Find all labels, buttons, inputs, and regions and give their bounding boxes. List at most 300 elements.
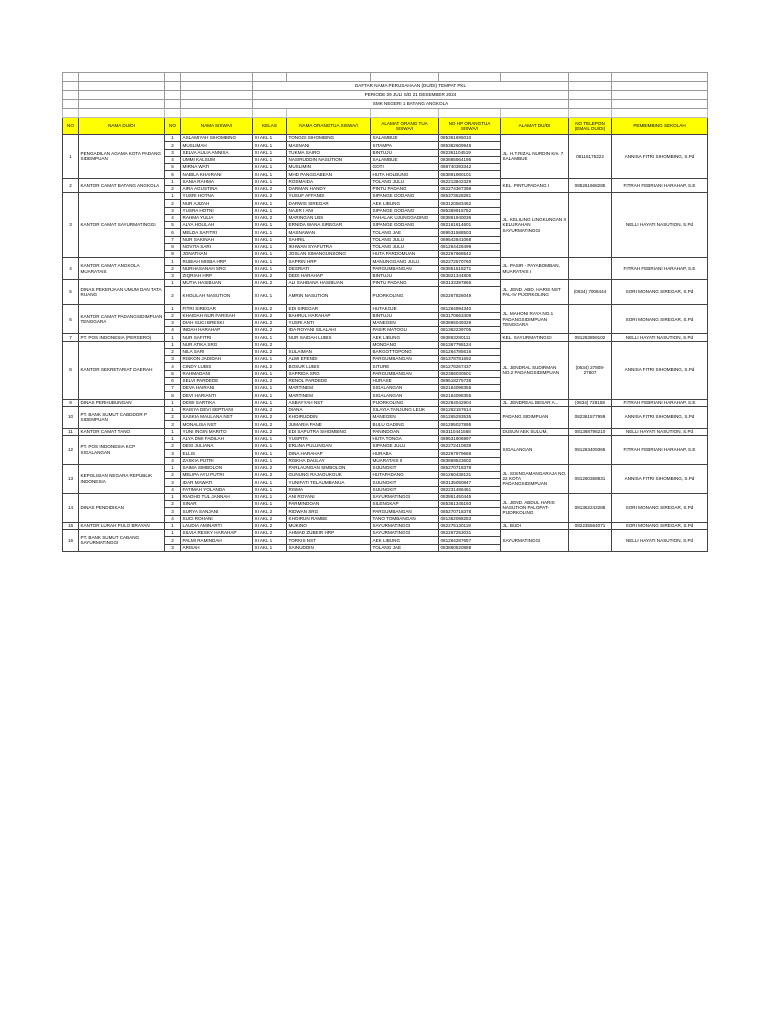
student-name-cell: SILVIA RESKY HARAHAP [181, 530, 253, 537]
class-cell: XI AKL 1 [253, 450, 287, 457]
dudi-name-cell: KANTOR CAMAT TANO [79, 428, 165, 435]
class-cell: XI AKL 1 [253, 479, 287, 486]
student-name-cell: NUR SAFITRI [181, 334, 253, 341]
parent-address-cell: PARGUMBANGAN [371, 508, 439, 515]
student-name-cell: ZIQRIAH HRP [181, 272, 253, 279]
class-cell: XI AKL 2 [253, 363, 287, 370]
table-row [63, 464, 708, 471]
parent-phone-cell: 082164098355 [439, 392, 501, 399]
dudi-address-cell: PADANG SIDIMPUAN [501, 406, 569, 428]
class-cell: XI AKL 1 [253, 392, 287, 399]
parent-name-cell: IDA ROYANI SILALAHI [287, 327, 371, 334]
class-cell: XI AKL 1 [253, 243, 287, 250]
student-no-cell: 3 [165, 508, 181, 515]
student-no-cell: 3 [165, 421, 181, 428]
dudi-name-cell: KANTOR SEKRETARIAT DAERAH [79, 341, 165, 399]
parent-name-cell: MUKINO [287, 522, 371, 529]
table-row [63, 428, 708, 435]
parent-address-cell: PANINDOAN [371, 428, 439, 435]
student-no-cell: 3 [165, 479, 181, 486]
parent-phone-cell: 083170663409 [439, 312, 501, 319]
student-name-cell: YUSRI HOTNA [181, 193, 253, 200]
header-cell: ALAMAT DU/DI [501, 118, 569, 135]
student-name-cell: RAHMADANI [181, 370, 253, 377]
dudi-name-cell: PT. BANK SUMUT CABDDOR P SIDEMPUAN [79, 406, 165, 428]
dudi-phone-cell: (0634) 27808-27807 [569, 341, 612, 399]
dudi-name-cell: DINAS PEKERJAAN UMUM DAN TATA RUANG [79, 280, 165, 305]
parent-phone-cell: 085361695010 [439, 135, 501, 142]
parent-name-cell: KHOIRUN RAMBE [287, 515, 371, 522]
supervisor-cell: NELLI HAYATI NASUTION, S.Pd [612, 428, 708, 435]
parent-address-cell: SITURE [371, 363, 439, 370]
title-line-2: PERIODE 29 JULI S/D 21 DESEMBER 2024 [253, 91, 569, 100]
parent-address-cell: BINTUJU [371, 272, 439, 279]
class-cell: XI AKL 2 [253, 341, 287, 348]
dudi-address-cell: JL. KELILING LINGKUNGAN II KELURAHAN SAYURMATINGGI [501, 193, 569, 258]
parent-phone-cell: 081264428499 [439, 243, 501, 250]
dudi-phone-cell: 08116175222 [569, 135, 612, 179]
student-no-cell: 1 [165, 399, 181, 406]
parent-phone-cell: 082231486461 [439, 486, 501, 493]
parent-name-cell: PARMINDOAN [287, 501, 371, 508]
student-name-cell: YUSRA HOTNI [181, 207, 253, 214]
spreadsheet [62, 72, 707, 552]
class-cell: XI AKL 1 [253, 443, 287, 450]
class-cell: XI AKL 1 [253, 258, 287, 265]
student-name-cell: ALYA HOLILAH [181, 222, 253, 229]
parent-phone-cell: 083851518271 [439, 265, 501, 272]
dudi-phone-cell [569, 305, 612, 334]
parent-name-cell: GUNUNG RAJAGUKGUK [287, 472, 371, 479]
student-no-cell: 1 [165, 493, 181, 500]
dudi-no-cell: 14 [63, 493, 79, 522]
student-no-cell: 2 [165, 312, 181, 319]
parent-address-cell: PIJORKOLING [371, 287, 439, 305]
student-no-cell: 2 [165, 185, 181, 192]
student-no-cell: 6 [165, 377, 181, 384]
parent-address-cell: AEK LIBUNG [371, 200, 439, 207]
dudi-no-cell: 9 [63, 399, 79, 406]
supervisor-cell: SORI MONANG SIREGAR, S.Pd [612, 522, 708, 529]
parent-phone-cell: 081378781692 [439, 356, 501, 363]
parent-address-cell: SIGALANGAN [371, 385, 439, 392]
title-line-3: SMK NEGERI 1 BATANG ANGKOLA [253, 100, 569, 109]
dudi-name-cell: KEPOLISIAN NEGARA REPUBLIK INDONESIA [79, 464, 165, 493]
parent-phone-cell: 083869523602 [439, 457, 501, 464]
student-no-cell: 4 [165, 156, 181, 163]
parent-name-cell: DARWIS SIREGAR [287, 200, 371, 207]
class-cell: XI AKL 2 [253, 515, 287, 522]
parent-phone-cell: 081367795124 [439, 341, 501, 348]
student-name-cell: FATIMAH YOLANDA [181, 486, 253, 493]
parent-phone-cell: 085270718378 [439, 464, 501, 471]
student-name-cell: MELIPA AYU PUTRI [181, 472, 253, 479]
student-no-cell: 1 [165, 193, 181, 200]
parent-name-cell: YUSRI ANTI [287, 319, 371, 326]
student-no-cell: 2 [165, 265, 181, 272]
student-name-cell: YUNI INGIN MARITO [181, 428, 253, 435]
parent-name-cell: ASBAYYAH NST [287, 399, 371, 406]
student-no-cell: 2 [165, 200, 181, 207]
student-no-cell: 4 [165, 327, 181, 334]
dudi-name-cell: DINAS PENDIDIKAN [79, 493, 165, 522]
parent-name-cell: MARTINEM [287, 385, 371, 392]
dudi-phone-cell: 085261668285 [569, 178, 612, 193]
parent-address-cell: SILAYIA TANJUNG LEUK [371, 406, 439, 413]
class-cell: XI AKL 2 [253, 319, 287, 326]
parent-name-cell: NUR SAIDAH LUBIS [287, 334, 371, 341]
header-cell: NAMA ORANGTUA SISWA/I [287, 118, 371, 135]
student-no-cell: 2 [165, 414, 181, 421]
student-no-cell: 4 [165, 486, 181, 493]
parent-phone-cell: 085270718378 [439, 508, 501, 515]
parent-name-cell: BAHRUL HARAHAP [287, 312, 371, 319]
class-cell: XI AKL 2 [253, 305, 287, 312]
parent-name-cell: AHMAD ZUBEIR HRP [287, 530, 371, 537]
student-name-cell: ELLIS [181, 450, 253, 457]
table-row [63, 258, 708, 265]
student-name-cell: SELVI PARDEDE [181, 377, 253, 384]
table-row [63, 522, 708, 529]
student-no-cell: 1 [165, 178, 181, 185]
class-cell: XI AKL 1 [253, 265, 287, 272]
parent-phone-cell: 083860520888 [439, 544, 501, 551]
supervisor-cell: NELLI HAYATI NASUTION, S.Pd [612, 334, 708, 341]
class-cell: XI AKL 1 [253, 171, 287, 178]
supervisor-cell: ANNISA FITRI SIHOMBING, S.Pd [612, 464, 708, 493]
supervisor-cell: NELLI HAYATI NASUTION, S.Pd [612, 530, 708, 552]
parent-name-cell: IKHWAN SYAFUTRA [287, 243, 371, 250]
parent-name-cell: DESRIATI [287, 265, 371, 272]
class-cell: XI AKL 1 [253, 142, 287, 149]
parent-phone-cell: 085362609948 [439, 142, 501, 149]
table-row [63, 530, 708, 537]
dudi-no-cell: 4 [63, 258, 79, 280]
student-name-cell: MUSLIMAH [181, 142, 253, 149]
parent-address-cell: HUTA PARDOMUAN [371, 251, 439, 258]
parent-address-cell: AEK LIBUNG [371, 537, 439, 544]
parent-address-cell: GOTI [371, 164, 439, 171]
parent-address-cell: SIJUNGKIT [371, 464, 439, 471]
supervisor-cell: FITRAH FEBRIANI HARAHAP, S.E [612, 258, 708, 280]
parent-name-cell: YUNIFATI TELAUMBANUA [287, 479, 371, 486]
dudi-phone-cell: (0634) 7008444 [569, 280, 612, 305]
parent-name-cell: TORKIS NST [287, 537, 371, 544]
student-name-cell: ZASKIA PUTRI [181, 457, 253, 464]
parent-address-cell: PASIR MATOGU [371, 327, 439, 334]
class-cell: XI AKL 2 [253, 406, 287, 413]
parent-address-cell: MUARATAIS II [371, 457, 439, 464]
parent-name-cell: MASNANI [287, 142, 371, 149]
parent-address-cell: TANO TOMBANGAN [371, 515, 439, 522]
parent-address-cell: TOLANG JAE [371, 544, 439, 551]
class-cell: XI AKL 2 [253, 327, 287, 334]
parent-name-cell: MARTINEM [287, 392, 371, 399]
parent-name-cell: SAPRIDA SRG [287, 370, 371, 377]
dudi-no-cell: 11 [63, 428, 79, 435]
table-row [63, 178, 708, 185]
parent-address-cell: SIPANGE GODANG [371, 193, 439, 200]
dudi-no-cell: 15 [63, 522, 79, 529]
student-name-cell: DEVA HAIRANI [181, 385, 253, 392]
class-cell: XI AKL 2 [253, 464, 287, 471]
table-row [63, 406, 708, 413]
class-cell: XI AKL 2 [253, 193, 287, 200]
student-no-cell: 7 [165, 236, 181, 243]
parent-name-cell: RISKHA DAULAY [287, 457, 371, 464]
parent-phone-cell: 081265293535 [439, 414, 501, 421]
class-cell: XI AKL 1 [253, 178, 287, 185]
student-no-cell: 5 [165, 222, 181, 229]
parent-address-cell: PINTU PADANG [371, 280, 439, 287]
student-no-cell: 3 [165, 272, 181, 279]
parent-address-cell: PARGUMBANGAN [371, 370, 439, 377]
header-cell: NAMA DU/DI [79, 118, 165, 135]
supervisor-cell: ANNISA FITRI SIHOMBING, S.Pd [612, 406, 708, 428]
class-cell: XI AKL 1 [253, 149, 287, 156]
parent-name-cell: EDI SIREGAR [287, 305, 371, 312]
table-row [63, 435, 708, 442]
student-no-cell: 9 [165, 251, 181, 258]
class-cell: XI AKL 2 [253, 312, 287, 319]
student-no-cell: 3 [165, 356, 181, 363]
parent-phone-cell: 085369915752 [439, 207, 501, 214]
table-row [63, 135, 708, 142]
table-row [63, 305, 708, 312]
parent-address-cell: PIJORKOLING [371, 399, 439, 406]
dudi-name-cell: KANTOR CAMAT ANGKOLA MUARATAIS [79, 258, 165, 280]
dudi-phone-cell [569, 258, 612, 280]
student-no-cell: 1 [165, 530, 181, 537]
class-cell: XI AKL 1 [253, 544, 287, 551]
parent-address-cell: HUTA TONGA [371, 435, 439, 442]
parent-address-cell: SIGALANGAN [371, 392, 439, 399]
student-no-cell: 4 [165, 363, 181, 370]
parent-name-cell: PARLAUNGAN SIMBOLON [287, 464, 371, 471]
parent-address-cell: TOLANG JULU [371, 243, 439, 250]
student-name-cell: ALYA DWI FADILAH [181, 435, 253, 442]
dudi-address-cell: JL. H.T.RIZAL NURDIN Km. 7 SALAMBUE [501, 135, 569, 179]
parent-address-cell: PINTU PADANG [371, 185, 439, 192]
parent-name-cell: DEDI HARAHAP [287, 272, 371, 279]
supervisor-cell: ANNISA FITRI SIHOMBING, S.Pd [612, 341, 708, 399]
dudi-no-cell: 3 [63, 193, 79, 258]
parent-name-cell: TUKMA SAIRO [287, 149, 371, 156]
parent-name-cell: YUSUF AFFANDI [287, 193, 371, 200]
dudi-no-cell: 10 [63, 406, 79, 428]
parent-phone-cell: 083891980101 [439, 171, 501, 178]
student-name-cell: NABILA KHAIRANI [181, 171, 253, 178]
parent-phone-cell: 082164098355 [439, 385, 501, 392]
class-cell: XI AKL 2 [253, 508, 287, 515]
dudi-no-cell: 8 [63, 341, 79, 399]
dudi-name-cell: PT. BANK SUMUT CABANG SAYURMATINGGI [79, 530, 165, 552]
class-cell: XI AKL 1 [253, 399, 287, 406]
parent-address-cell: SALAMBUE [371, 156, 439, 163]
class-cell: XI AKL 1 [253, 229, 287, 236]
student-no-cell: 3 [165, 544, 181, 551]
pkl-table [62, 72, 708, 552]
dudi-phone-cell: 082235564071 [569, 522, 612, 529]
parent-phone-cell: 082267253031 [439, 530, 501, 537]
parent-address-cell: BARGOTTOPONG [371, 348, 439, 355]
parent-phone-cell: 083821344805 [439, 272, 501, 279]
student-no-cell: 1 [165, 305, 181, 312]
student-no-cell: 1 [165, 280, 181, 287]
header-cell: NO TELEPON (EMAIL DU/DI) [569, 118, 612, 135]
parent-address-cell: SITAMPA [371, 142, 439, 149]
parent-phone-cell: 082366030501 [439, 370, 501, 377]
parent-address-cell: MONDANG [371, 341, 439, 348]
parent-phone-cell: 082272570760 [439, 258, 501, 265]
class-cell: XI AKL 1 [253, 435, 287, 442]
parent-address-cell: AEK LIBUNG [371, 334, 439, 341]
class-cell: XI AKL 1 [253, 370, 287, 377]
parent-phone-cell: 081264287657 [439, 537, 501, 544]
student-no-cell: 1 [165, 135, 181, 142]
parent-address-cell: SILENGKAP [371, 501, 439, 508]
parent-address-cell: TAHALAK UJUNGGADING [371, 214, 439, 221]
parent-phone-cell: 089531906997 [439, 435, 501, 442]
supervisor-cell: FITRAH FEBRIANI HARAHAP, S.E [612, 435, 708, 464]
dudi-name-cell: KANTOR CAMAT BATANG ANGKOLA [79, 178, 165, 193]
student-name-cell: NUR SAKINAH [181, 236, 253, 243]
parent-phone-cell: 081362098253 [439, 515, 501, 522]
student-name-cell: MELDA SAFITRI [181, 229, 253, 236]
class-cell: XI AKL 2 [253, 272, 287, 279]
class-cell: XI AKL 1 [253, 356, 287, 363]
student-no-cell: 2 [165, 142, 181, 149]
parent-phone-cell: 083120583462 [439, 200, 501, 207]
parent-phone-cell: 089542841068 [439, 236, 501, 243]
dudi-phone-cell [569, 193, 612, 258]
parent-phone-cell: 088740393342 [439, 164, 501, 171]
parent-address-cell: HUTAKOJE [371, 305, 439, 312]
dudi-phone-cell: 081263859102 [569, 334, 612, 341]
parent-address-cell: PARGUMBANGAN [371, 356, 439, 363]
class-cell: XI AKL 2 [253, 348, 287, 355]
student-no-cell: 1 [165, 522, 181, 529]
student-name-cell: KHOLILAH NASUTION [181, 287, 253, 305]
class-cell: XI AKL 1 [253, 236, 287, 243]
parent-name-cell: RISMA [287, 486, 371, 493]
table-row [63, 280, 708, 287]
parent-name-cell: SAHRIL [287, 236, 371, 243]
student-no-cell: 3 [165, 450, 181, 457]
dudi-name-cell: KANTOR CAMAT SAYURMATINGGI [79, 193, 165, 258]
dudi-no-cell: 13 [63, 464, 79, 493]
dudi-phone-cell: 081362242288 [569, 493, 612, 522]
student-name-cell: MIRNA WATI [181, 164, 253, 171]
dudi-phone-cell: 081263409365 [569, 435, 612, 464]
parent-phone-cell: 089531588503 [439, 229, 501, 236]
dudi-name-cell: PT. POS INDONESIA KCP SIGALANGAN [79, 435, 165, 464]
student-name-cell: MONALISA NST [181, 421, 253, 428]
dudi-no-cell: 7 [63, 334, 79, 341]
dudi-no-cell: 12 [63, 435, 79, 464]
header-cell: NAMA SISWA/I [181, 118, 253, 135]
table-row [63, 334, 708, 341]
parent-phone-cell: 083865049329 [439, 319, 501, 326]
class-cell: XI AKL 2 [253, 414, 287, 421]
supervisor-cell: NELLI HAYATI NASUTION, S.Pd [612, 193, 708, 258]
student-no-cell: 1 [165, 464, 181, 471]
parent-address-cell: SAYURMATINGGI [371, 522, 439, 529]
class-cell: XI AKL 1 [253, 207, 287, 214]
student-no-cell: 2 [165, 443, 181, 450]
student-no-cell: 4 [165, 214, 181, 221]
dudi-name-cell: DINAS PERHUBUNGAN [79, 399, 165, 406]
parent-phone-cell: 082267979668 [439, 450, 501, 457]
parent-name-cell: ALWI EFENDI [287, 356, 371, 363]
student-no-cell: 6 [165, 229, 181, 236]
header-cell: ALAMAT ORANG TUA SISWA/I [371, 118, 439, 135]
class-cell: XI AKL 1 [253, 287, 287, 305]
parent-name-cell: KHOIRUDDIN [287, 414, 371, 421]
student-name-cell: MUTIA HASIBUAN [181, 280, 253, 287]
parent-address-cell: HURABA [371, 450, 439, 457]
class-cell: XI AKL 2 [253, 530, 287, 537]
parent-name-cell: AMRIN NASUTION [287, 287, 371, 305]
parent-phone-cell: 082272410839 [439, 443, 501, 450]
student-no-cell: 4 [165, 457, 181, 464]
parent-address-cell: BINTUJU [371, 312, 439, 319]
dudi-address-cell: JL. JEND. ABD. HARIS NST PAL-IV PIJORKOLING [501, 280, 569, 305]
student-no-cell: 1 [165, 341, 181, 348]
parent-name-cell: RIDWAN SRG [287, 508, 371, 515]
parent-name-cell: NASIRUDDIN NASUTION [287, 156, 371, 163]
parent-phone-cell: 081262157614 [439, 406, 501, 413]
class-cell: XI AKL 1 [253, 200, 287, 207]
class-cell: XI AKL 2 [253, 185, 287, 192]
student-name-cell: SANIA RAHMA [181, 178, 253, 185]
class-cell: XI AKL 1 [253, 135, 287, 142]
class-cell: XI AKL 1 [253, 457, 287, 464]
student-no-cell: 5 [165, 370, 181, 377]
parent-name-cell: ERLINA PULUNGAN [287, 443, 371, 450]
parent-name-cell: SAPRIN HRP [287, 258, 371, 265]
student-name-cell: SAIMA SIMBOLON [181, 464, 253, 471]
class-cell: XI AKL 1 [253, 334, 287, 341]
student-no-cell: 5 [165, 164, 181, 171]
student-name-cell: DEWI SARTIKA [181, 399, 253, 406]
class-cell: XI AKL 1 [253, 486, 287, 493]
student-name-cell: KHAIDAH NUR FARISAH [181, 312, 253, 319]
supervisor-cell: ANNISA FITRI SIHOMBING, S.Pd [612, 135, 708, 179]
parent-address-cell: HURASE [371, 377, 439, 384]
parent-name-cell: BOSUR LUBIS [287, 363, 371, 370]
dudi-address-cell: SIGALANGAN [501, 435, 569, 464]
dudi-no-cell: 16 [63, 530, 79, 552]
dudi-address-cell: KEL. PINTUPADANG I [501, 178, 569, 193]
parent-name-cell: YUSPITA [287, 435, 371, 442]
parent-phone-cell: 082267826049 [439, 287, 501, 305]
parent-phone-cell: 085361345193 [439, 501, 501, 508]
parent-phone-cell: 081362239705 [439, 327, 501, 334]
parent-phone-cell: 082361104519 [439, 149, 501, 156]
table-row [63, 493, 708, 500]
class-cell: XI AKL 1 [253, 537, 287, 544]
dudi-no-cell: 1 [63, 135, 79, 179]
parent-name-cell [287, 341, 371, 348]
parent-name-cell: ROSMAIDA [287, 178, 371, 185]
table-row [63, 399, 708, 406]
dudi-address-cell: JL. BUDI [501, 522, 569, 529]
parent-name-cell: JOSLAN SIMANGUNSONG [287, 251, 371, 258]
supervisor-cell: SORI MONANG SIREGAR, S.Pd [612, 493, 708, 522]
student-name-cell: RAHMA YULIA [181, 214, 253, 221]
parent-phone-cell: 089518275738 [439, 377, 501, 384]
